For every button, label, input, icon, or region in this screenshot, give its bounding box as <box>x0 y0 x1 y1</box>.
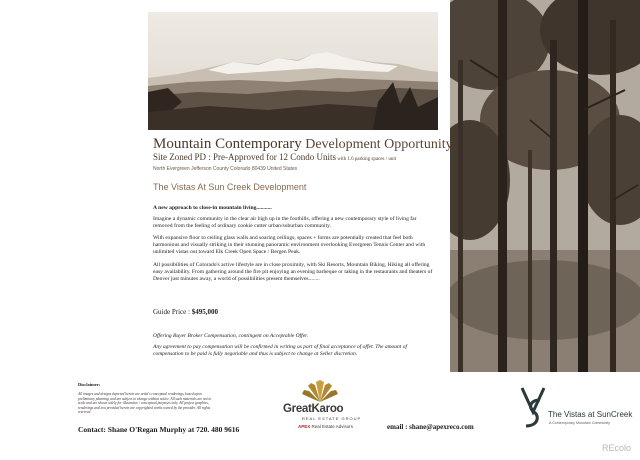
subtitle-main: Site Zoned PD : Pre-Approved for 12 Condo Units <box>153 152 336 162</box>
development-name: The Vistas At Sun Creek Development <box>153 182 307 192</box>
forest-photo <box>450 0 640 372</box>
disclaimer-text: All images and designs depicted herein are artist's conceptual renderings, based upon preliminary planning, and are subject to change without notice. All such materials are not to scale and are shown solely for illustrative / conceptual purposes only. All project graphics, renderings and text provided herein are copyrighted works owned by the provider. All rights reserved. <box>78 392 212 415</box>
page-subtitle <box>153 152 396 162</box>
compensation-agreement-note: Any agreement to pay compensation will be confirmed in writing as part of final acceptance of offer. The amount of compensation to be paid is fully negotiable and thus is subject to change at Seller discretion. <box>153 344 407 357</box>
watermark: REcolo <box>602 443 632 453</box>
title-rest: Development Opportunity <box>301 137 453 152</box>
development-logo-tagline: A Contemporary Mountain Community <box>549 421 610 425</box>
mountain-photo <box>148 12 438 130</box>
page-title <box>153 136 453 153</box>
vistas-monogram-icon <box>520 386 546 430</box>
title-main: Mountain Contemporary <box>153 136 302 152</box>
property-address: North Evergreen Jefferson County Colorado 80439 United States <box>153 166 298 172</box>
subtitle-small: with 1.6 parking spaces / unit <box>335 157 397 162</box>
advisors-label: Real Estate Advisors <box>310 424 354 429</box>
community-paragraph: Imagine a dynamic community in the clear air high up in the foothills, offering a new contemporary style of living far removed from the feeling of ordinary cookie cutter urban/suburban community. <box>153 216 417 229</box>
broker-compensation-note: Offering Buyer Broker Compensation, contingent on Acceptable Offer. <box>153 333 309 339</box>
brokerage-group: REAL ESTATE GROUP <box>302 416 362 421</box>
guide-price <box>153 308 218 316</box>
development-logo-name: The Vistas at SunCreek <box>548 410 633 419</box>
apex-label: APEX <box>298 424 311 429</box>
disclaimer-title: Disclaimer: <box>78 382 101 387</box>
contact-phone: Contact: Shane O'Regan Murphy at 720. 480 9616 <box>78 425 240 434</box>
guide-price-value: $495,000 <box>191 308 218 316</box>
contact-email: email : shane@apexreco.com <box>387 423 474 431</box>
design-paragraph: With expansive floor to ceiling glass walls and soaring ceilings, spaces + forms are potentially created that feel both harmonious and visually striking in their stunning panoramic environment overlooking Evergreen Tennis Center and with unlimited vistas out toward Elk Creek Open Space / Bergen Peak. <box>153 235 426 255</box>
brokerage-name: GreatKaroo <box>283 403 344 415</box>
brokerage-advisors <box>298 424 353 429</box>
lifestyle-paragraph: All possibilities of Colorado's active lifestyle are in close proximity, with Ski Resorts, Mountain Biking, Hiking all offering easy availability. From gathering around the fire pit enjoying an evening barbeque or taking in the restaurants and theaters of Denver just minutes away, a world of possibilities present themselves........ <box>153 262 433 282</box>
guide-price-label: Guide Price : <box>153 308 192 316</box>
intro-paragraph: A new approach to close-in mountain living........... <box>153 205 272 211</box>
